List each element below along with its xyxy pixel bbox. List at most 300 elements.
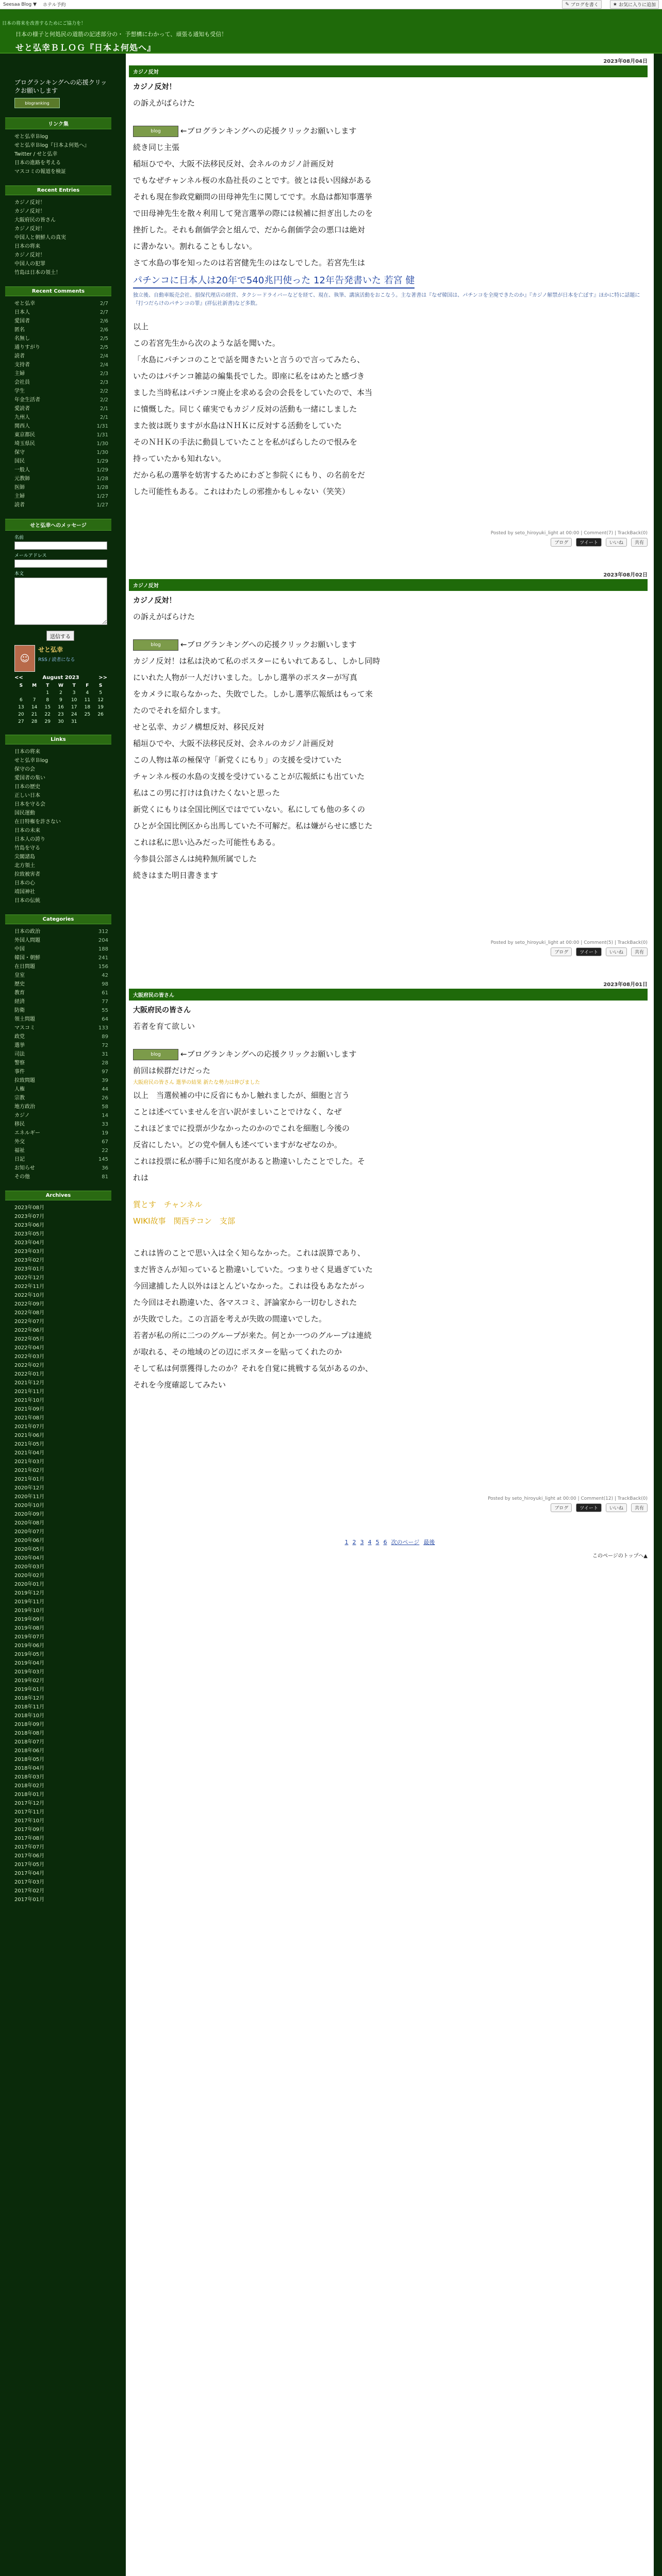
category-item[interactable]	[5, 997, 111, 1006]
post-line: ました当時私はパチンコ廃止を求める会の会長をしていたので、本当	[133, 388, 372, 397]
category-item[interactable]	[5, 962, 111, 971]
archive-link[interactable]: 2021年06月	[14, 1433, 45, 1438]
category-name[interactable]: 宗教	[14, 1095, 25, 1101]
category-name[interactable]: 中国	[14, 946, 25, 952]
share-button[interactable]: 共有	[631, 947, 648, 956]
archive-link[interactable]: 2019年10月	[14, 1608, 45, 1614]
calendar-day[interactable]: 3	[72, 690, 76, 696]
sidebar-link[interactable]: 尖閣諸島	[14, 854, 35, 860]
sidebar-link[interactable]: 正しい日本	[14, 793, 40, 799]
sidebar-link[interactable]: Twitter / せと弘幸	[14, 151, 58, 157]
comment-item[interactable]	[5, 457, 111, 466]
archive-link[interactable]: 2019年04月	[14, 1660, 45, 1666]
calendar-day[interactable]: 10	[71, 698, 77, 703]
category-item[interactable]	[5, 1103, 111, 1111]
archive-link[interactable]: 2017年01月	[14, 1897, 45, 1903]
archive-link[interactable]: 2020年09月	[14, 1512, 45, 1517]
sidebar-link[interactable]: 拉致被害者	[14, 872, 40, 877]
sidebar-link[interactable]: 日本の将来	[14, 749, 40, 755]
archive-link[interactable]: 2018年09月	[14, 1722, 45, 1727]
page-link[interactable]: 2	[352, 1539, 356, 1546]
share-button[interactable]: 共有	[631, 1503, 648, 1512]
calendar-day[interactable]: 20	[18, 712, 24, 717]
archive-link[interactable]: 2022年04月	[14, 1345, 45, 1351]
archive-link[interactable]: 2020年06月	[14, 1538, 45, 1544]
archive-link[interactable]: 2018年06月	[14, 1748, 45, 1754]
calendar-day[interactable]: 2	[59, 690, 62, 696]
calendar-day[interactable]: 27	[18, 719, 24, 724]
calendar-prev[interactable]: <<	[14, 675, 23, 681]
recent-entry[interactable]: 日本の将来	[14, 244, 40, 249]
category-item[interactable]	[5, 1146, 111, 1155]
comment-author[interactable]: 年金生活者	[14, 397, 40, 403]
category-item[interactable]	[5, 980, 111, 989]
calendar-next[interactable]: >>	[98, 675, 107, 681]
archive-link[interactable]: 2022年02月	[14, 1363, 45, 1368]
archive-link[interactable]: 2018年11月	[14, 1704, 45, 1710]
archive-link[interactable]: 2019年01月	[14, 1687, 45, 1692]
archive-link[interactable]: 2021年07月	[14, 1424, 45, 1430]
calendar-day[interactable]: 17	[71, 705, 77, 710]
category-item[interactable]	[5, 1032, 111, 1041]
category-name[interactable]: 事件	[14, 1069, 25, 1075]
profile-read-link[interactable]: RSS / 読者になる	[38, 657, 75, 663]
archive-link[interactable]: 2018年03月	[14, 1774, 45, 1780]
comment-item[interactable]	[5, 387, 111, 396]
comment-item[interactable]	[5, 501, 111, 510]
comment-author[interactable]: 匿名	[14, 327, 25, 333]
comment-item[interactable]	[5, 466, 111, 474]
category-item[interactable]	[5, 1155, 111, 1164]
message-textarea[interactable]	[14, 578, 107, 625]
sidebar-link[interactable]: 日本の伝統	[14, 898, 40, 904]
archive-link[interactable]: 2022年05月	[14, 1336, 45, 1342]
category-name[interactable]: 拉致問題	[14, 1078, 35, 1083]
category-name[interactable]: 日記	[14, 1157, 25, 1162]
comment-author[interactable]: 支持者	[14, 362, 30, 368]
archive-link[interactable]: 2021年02月	[14, 1468, 45, 1473]
recent-entry[interactable]: カジノ反対！	[14, 209, 45, 214]
back-to-top-link[interactable]: このページのトップへ▲	[592, 1553, 648, 1559]
share-button[interactable]: ツイート	[576, 538, 602, 547]
archive-link[interactable]: 2018年10月	[14, 1713, 45, 1719]
sidebar-link[interactable]: 日本を守る会	[14, 802, 45, 807]
archive-link[interactable]: 2021年05月	[14, 1442, 45, 1447]
archive-link[interactable]: 2021年09月	[14, 1406, 45, 1412]
ranking-banner[interactable]: blog	[133, 1049, 178, 1060]
archive-link[interactable]: 2020年11月	[14, 1494, 45, 1500]
sidebar-link[interactable]: 日本の未来	[14, 828, 40, 834]
category-name[interactable]: 福祉	[14, 1148, 25, 1154]
category-item[interactable]	[5, 954, 111, 962]
post-category[interactable]: 大阪府民の皆さん	[129, 989, 648, 1001]
comment-author[interactable]: 学生	[14, 388, 25, 394]
comment-item[interactable]	[5, 317, 111, 326]
sidebar-link[interactable]: 北方領土	[14, 863, 35, 869]
archive-link[interactable]: 2018年07月	[14, 1739, 45, 1745]
calendar-day[interactable]: 12	[97, 698, 104, 703]
archive-link[interactable]: 2020年10月	[14, 1503, 45, 1509]
category-name[interactable]: 移民	[14, 1122, 25, 1127]
comment-item[interactable]	[5, 369, 111, 378]
recent-entry[interactable]: 中国人と朝鮮人の真実	[14, 235, 66, 241]
calendar-day[interactable]: 30	[58, 719, 64, 724]
calendar-day[interactable]: 23	[58, 712, 64, 717]
recent-entry[interactable]: 中国人の犯罪	[14, 261, 45, 267]
comment-author[interactable]: 読者	[14, 502, 25, 508]
category-name[interactable]: 領土問題	[14, 1016, 35, 1022]
category-name[interactable]: 外交	[14, 1139, 25, 1145]
archive-link[interactable]: 2017年07月	[14, 1844, 45, 1850]
archive-link[interactable]: 2020年01月	[14, 1582, 45, 1587]
archive-link[interactable]: 2023年07月	[14, 1214, 45, 1219]
category-item[interactable]	[5, 1050, 111, 1059]
archive-link[interactable]: 2023年08月	[14, 1205, 45, 1211]
category-name[interactable]: その他	[14, 1174, 30, 1180]
category-item[interactable]	[5, 1024, 111, 1032]
recent-entry[interactable]: 大阪府民の皆さん	[14, 217, 56, 223]
calendar-day[interactable]: 18	[84, 705, 91, 710]
share-button[interactable]: ブログ	[551, 538, 572, 547]
comment-item[interactable]	[5, 422, 111, 431]
archive-link[interactable]: 2018年12月	[14, 1696, 45, 1701]
category-name[interactable]: 司法	[14, 1052, 25, 1057]
category-name[interactable]: 防衛	[14, 1008, 25, 1013]
comment-item[interactable]	[5, 326, 111, 334]
comment-item[interactable]	[5, 431, 111, 439]
category-name[interactable]: 経済	[14, 999, 25, 1005]
calendar-day[interactable]: 26	[97, 712, 104, 717]
send-button[interactable]: 送信する	[46, 631, 74, 641]
email-field[interactable]	[14, 560, 107, 568]
comment-author[interactable]: 医師	[14, 485, 25, 490]
page-link[interactable]: 最後	[423, 1539, 435, 1546]
archive-link[interactable]: 2019年02月	[14, 1678, 45, 1684]
archive-link[interactable]: 2020年12月	[14, 1485, 45, 1491]
share-button[interactable]: ツイート	[576, 1503, 602, 1512]
archive-link[interactable]: 2020年08月	[14, 1520, 45, 1526]
archive-link[interactable]: 2022年01月	[14, 1371, 45, 1377]
archive-link[interactable]: 2021年04月	[14, 1450, 45, 1456]
category-name[interactable]: エネルギー	[14, 1130, 40, 1136]
comment-item[interactable]	[5, 448, 111, 457]
share-button[interactable]: ブログ	[551, 1503, 572, 1512]
comment-item[interactable]	[5, 413, 111, 422]
comment-item[interactable]	[5, 492, 111, 501]
comment-author[interactable]: 読者	[14, 353, 25, 359]
comment-item[interactable]	[5, 378, 111, 387]
archive-link[interactable]: 2022年07月	[14, 1319, 45, 1325]
comment-author[interactable]: 国民	[14, 459, 25, 464]
archive-link[interactable]: 2022年09月	[14, 1301, 45, 1307]
archive-link[interactable]: 2021年10月	[14, 1398, 45, 1403]
archive-link[interactable]: 2023年03月	[14, 1249, 45, 1255]
archive-link[interactable]: 2020年02月	[14, 1573, 45, 1579]
category-name[interactable]: 韓国・朝鮮	[14, 955, 40, 961]
share-button[interactable]: ブログ	[551, 947, 572, 956]
category-name[interactable]: お知らせ	[14, 1165, 35, 1171]
comment-author[interactable]: 埼玉県民	[14, 441, 35, 447]
archive-link[interactable]: 2020年07月	[14, 1529, 45, 1535]
calendar-day[interactable]: 28	[31, 719, 38, 724]
recent-entry[interactable]: カジノ反対！	[14, 226, 45, 232]
calendar-day[interactable]: 25	[84, 712, 91, 717]
comment-item[interactable]	[5, 343, 111, 352]
archive-link[interactable]: 2017年05月	[14, 1862, 45, 1868]
recent-entry[interactable]: カジノ反対！	[14, 200, 45, 206]
calendar-day[interactable]: 16	[58, 705, 64, 710]
comment-item[interactable]	[5, 334, 111, 343]
category-name[interactable]: 政党	[14, 1034, 25, 1040]
archive-link[interactable]: 2021年12月	[14, 1380, 45, 1386]
sidebar-link[interactable]: 竹島を守る	[14, 845, 40, 851]
calendar-day[interactable]: 21	[31, 712, 38, 717]
sidebar-link[interactable]: 日本の進路を考える	[14, 160, 61, 166]
archive-link[interactable]: 2021年11月	[14, 1389, 45, 1395]
calendar-day[interactable]: 9	[59, 698, 62, 703]
category-item[interactable]	[5, 945, 111, 954]
comment-author[interactable]: 関西人	[14, 423, 30, 429]
calendar-day[interactable]: 31	[71, 719, 77, 724]
comment-item[interactable]	[5, 308, 111, 317]
category-name[interactable]: 教育	[14, 990, 25, 996]
comment-item[interactable]	[5, 439, 111, 448]
archive-link[interactable]: 2019年08月	[14, 1625, 45, 1631]
sidebar-link[interactable]: せと弘幸Ｂlog『日本よ何処へ』	[14, 143, 90, 148]
sidebar-link[interactable]: 日本人の誇り	[14, 837, 45, 842]
archive-link[interactable]: 2022年12月	[14, 1275, 45, 1281]
share-button[interactable]: いいね	[606, 947, 627, 956]
page-link[interactable]: 3	[360, 1539, 364, 1546]
archive-link[interactable]: 2019年07月	[14, 1634, 45, 1640]
comment-author[interactable]: せと弘幸	[14, 301, 35, 307]
name-field[interactable]	[14, 541, 107, 550]
archive-link[interactable]: 2023年04月	[14, 1240, 45, 1246]
page-link[interactable]: 1	[344, 1539, 349, 1546]
calendar-day[interactable]: 6	[19, 698, 23, 703]
share-button[interactable]: 共有	[631, 538, 648, 547]
calendar-day[interactable]: 14	[31, 705, 38, 710]
comment-item[interactable]	[5, 299, 111, 308]
sidebar-link[interactable]: 国民運動	[14, 810, 35, 816]
category-item[interactable]	[5, 1111, 111, 1120]
archive-link[interactable]: 2018年02月	[14, 1783, 45, 1789]
archive-link[interactable]: 2017年12月	[14, 1801, 45, 1806]
comment-author[interactable]: 元教師	[14, 476, 30, 482]
archive-link[interactable]: 2022年11月	[14, 1284, 45, 1290]
favorite-button[interactable]: ★ お気に入りに追加	[610, 0, 659, 9]
category-name[interactable]: 地方政治	[14, 1104, 35, 1110]
comment-author[interactable]: 主婦	[14, 494, 25, 499]
calendar-day[interactable]: 1	[46, 690, 49, 696]
comment-item[interactable]	[5, 396, 111, 404]
comment-author[interactable]: 愛読者	[14, 406, 30, 412]
calendar-day[interactable]: 15	[44, 705, 51, 710]
category-item[interactable]	[5, 1085, 111, 1094]
category-item[interactable]	[5, 1120, 111, 1129]
category-item[interactable]	[5, 1138, 111, 1146]
category-item[interactable]	[5, 971, 111, 980]
category-item[interactable]	[5, 1076, 111, 1085]
comment-author[interactable]: 主婦	[14, 371, 25, 377]
category-item[interactable]	[5, 936, 111, 945]
comment-author[interactable]: 通りすがり	[14, 345, 40, 350]
archive-link[interactable]: 2017年11月	[14, 1809, 45, 1815]
calendar-day[interactable]: 13	[18, 705, 24, 710]
sidebar-link[interactable]: 靖国神社	[14, 889, 35, 895]
comment-item[interactable]	[5, 361, 111, 369]
category-name[interactable]: カジノ	[14, 1113, 30, 1118]
category-name[interactable]: 在日問題	[14, 964, 35, 970]
category-item[interactable]	[5, 1015, 111, 1024]
sidebar-link[interactable]: 在日特権を許さない	[14, 819, 61, 825]
sidebar-link[interactable]: 日本の心	[14, 880, 35, 886]
archive-link[interactable]: 2017年10月	[14, 1818, 45, 1824]
calendar-day[interactable]: 29	[44, 719, 51, 724]
pachinko-ad-link[interactable]: パチンコに日本人は20年で540兆円使った 12年告発書いた 若宮 健	[133, 274, 415, 289]
share-button[interactable]: いいね	[606, 538, 627, 547]
archive-link[interactable]: 2022年06月	[14, 1328, 45, 1333]
calendar-day[interactable]: 19	[97, 705, 104, 710]
category-name[interactable]: 人権	[14, 1087, 25, 1092]
calendar-day[interactable]: 5	[99, 690, 102, 696]
archive-link[interactable]: 2017年04月	[14, 1871, 45, 1876]
category-item[interactable]	[5, 1059, 111, 1067]
sidebar-link[interactable]: 愛国者の集い	[14, 775, 45, 781]
category-name[interactable]: 日本の政治	[14, 929, 40, 935]
category-item[interactable]	[5, 1094, 111, 1103]
post-title[interactable]: 大阪府民の皆さん	[133, 1006, 191, 1014]
wiki-link[interactable]: WIKI故事 関西テコン 支部	[133, 1216, 235, 1226]
ranking-banner[interactable]: blogranking	[14, 98, 60, 108]
archive-link[interactable]: 2019年05月	[14, 1652, 45, 1657]
share-button[interactable]: いいね	[606, 1503, 627, 1512]
archive-link[interactable]: 2022年08月	[14, 1310, 45, 1316]
category-name[interactable]: 警察	[14, 1060, 25, 1066]
write-blog-button[interactable]: ✎ ブログを書く	[562, 0, 602, 9]
category-item[interactable]	[5, 1041, 111, 1050]
seesaa-menu[interactable]: Seesaa Blog ▼	[3, 2, 37, 7]
category-name[interactable]: 選挙	[14, 1043, 25, 1048]
comment-item[interactable]	[5, 483, 111, 492]
page-link[interactable]: 5	[375, 1539, 379, 1546]
archive-link[interactable]: 2017年02月	[14, 1888, 45, 1894]
archive-link[interactable]: 2019年11月	[14, 1599, 45, 1605]
archive-link[interactable]: 2019年12月	[14, 1590, 45, 1596]
archive-link[interactable]: 2017年09月	[14, 1827, 45, 1833]
archive-link[interactable]: 2018年05月	[14, 1757, 45, 1762]
archive-link[interactable]: 2017年08月	[14, 1836, 45, 1841]
calendar-day[interactable]: 7	[32, 698, 36, 703]
category-item[interactable]	[5, 1067, 111, 1076]
comment-author[interactable]: 九州人	[14, 415, 30, 420]
page-link[interactable]: 6	[383, 1539, 387, 1546]
category-name[interactable]: マスコミ	[14, 1025, 35, 1031]
post-category[interactable]: カジノ反対	[129, 579, 648, 591]
archive-link[interactable]: 2023年02月	[14, 1258, 45, 1263]
archive-link[interactable]: 2023年01月	[14, 1266, 45, 1272]
archive-link[interactable]: 2018年04月	[14, 1766, 45, 1771]
comment-author[interactable]: 一般人	[14, 467, 30, 473]
calendar-day[interactable]: 4	[86, 690, 89, 696]
comment-item[interactable]	[5, 474, 111, 483]
archive-link[interactable]: 2022年03月	[14, 1354, 45, 1360]
archive-link[interactable]: 2018年08月	[14, 1731, 45, 1736]
related-post-link[interactable]: 大阪府民の皆さん 選挙の結果 新たな勢力は伸びました	[133, 1080, 260, 1086]
channel-link[interactable]: 質とす チャンネル	[133, 1200, 203, 1209]
comment-item[interactable]	[5, 404, 111, 413]
archive-link[interactable]: 2023年06月	[14, 1223, 45, 1228]
comment-author[interactable]: 保守	[14, 450, 25, 455]
sidebar-link[interactable]: せと弘幸Ｂlog	[14, 134, 48, 140]
archive-link[interactable]: 2023年05月	[14, 1231, 45, 1237]
post-category[interactable]: カジノ反対	[129, 65, 648, 77]
hotel-link[interactable]: ホテル予約	[43, 3, 66, 8]
comment-item[interactable]	[5, 352, 111, 361]
sidebar-link[interactable]: せと弘幸Ｂlog	[14, 758, 48, 764]
archive-link[interactable]: 2017年06月	[14, 1853, 45, 1859]
ranking-banner[interactable]: blog	[133, 639, 178, 651]
archive-link[interactable]: 2020年03月	[14, 1564, 45, 1570]
post-title[interactable]: カジノ反対！	[133, 597, 176, 605]
comment-author[interactable]: 名無し	[14, 336, 30, 342]
category-item[interactable]	[5, 1006, 111, 1015]
archive-link[interactable]: 2018年01月	[14, 1792, 45, 1798]
archive-link[interactable]: 2020年04月	[14, 1555, 45, 1561]
share-button[interactable]: ツイート	[576, 947, 602, 956]
archive-link[interactable]: 2017年03月	[14, 1879, 45, 1885]
category-item[interactable]	[5, 1164, 111, 1173]
profile-name[interactable]: せと弘幸	[38, 646, 63, 653]
ranking-banner[interactable]: blog	[133, 126, 178, 137]
page-link[interactable]: 4	[368, 1539, 372, 1546]
category-name[interactable]: 皇室	[14, 973, 25, 978]
category-item[interactable]	[5, 989, 111, 997]
comment-author[interactable]: 会社員	[14, 380, 30, 385]
category-item[interactable]	[5, 927, 111, 936]
archive-link[interactable]: 2021年03月	[14, 1459, 45, 1465]
category-count: 58	[102, 1104, 108, 1110]
avatar[interactable]: ☺	[14, 645, 35, 672]
calendar-day[interactable]: 22	[44, 712, 51, 717]
archive-link[interactable]: 2019年06月	[14, 1643, 45, 1649]
page-link[interactable]: 次のページ	[391, 1539, 420, 1546]
comment-author[interactable]: 愛国者	[14, 318, 30, 324]
calendar-day[interactable]: 24	[71, 712, 77, 717]
comment-author[interactable]: 東京都民	[14, 432, 35, 438]
post-title[interactable]: カジノ反対！	[133, 83, 176, 91]
sidebar-link[interactable]: 保守の会	[14, 767, 35, 772]
archive-link[interactable]: 2019年03月	[14, 1669, 45, 1675]
archive-link[interactable]: 2022年10月	[14, 1293, 45, 1298]
category-item[interactable]	[5, 1129, 111, 1138]
archive-link[interactable]: 2021年08月	[14, 1415, 45, 1421]
archive-link[interactable]: 2019年09月	[14, 1617, 45, 1622]
calendar-day[interactable]: 8	[46, 698, 49, 703]
sidebar-link[interactable]: マスコミの報道を検証	[14, 169, 66, 175]
comment-author[interactable]: 日本人	[14, 310, 30, 315]
recent-entry[interactable]: カジノ反対！	[14, 252, 45, 258]
archive-link[interactable]: 2021年01月	[14, 1477, 45, 1482]
sidebar-link[interactable]: 日本の歴史	[14, 784, 40, 790]
archive-link[interactable]: 2020年05月	[14, 1547, 45, 1552]
category-name[interactable]: 歴史	[14, 981, 25, 987]
blog-title[interactable]: せと弘幸ＢＬＯＧ『日本よ何処へ』	[15, 43, 156, 53]
entries-note[interactable]: 竹島は日本の領土！	[14, 270, 61, 276]
category-item[interactable]	[5, 1173, 111, 1181]
category-name[interactable]: 外国人問題	[14, 938, 40, 943]
calendar-day[interactable]: 11	[84, 698, 91, 703]
